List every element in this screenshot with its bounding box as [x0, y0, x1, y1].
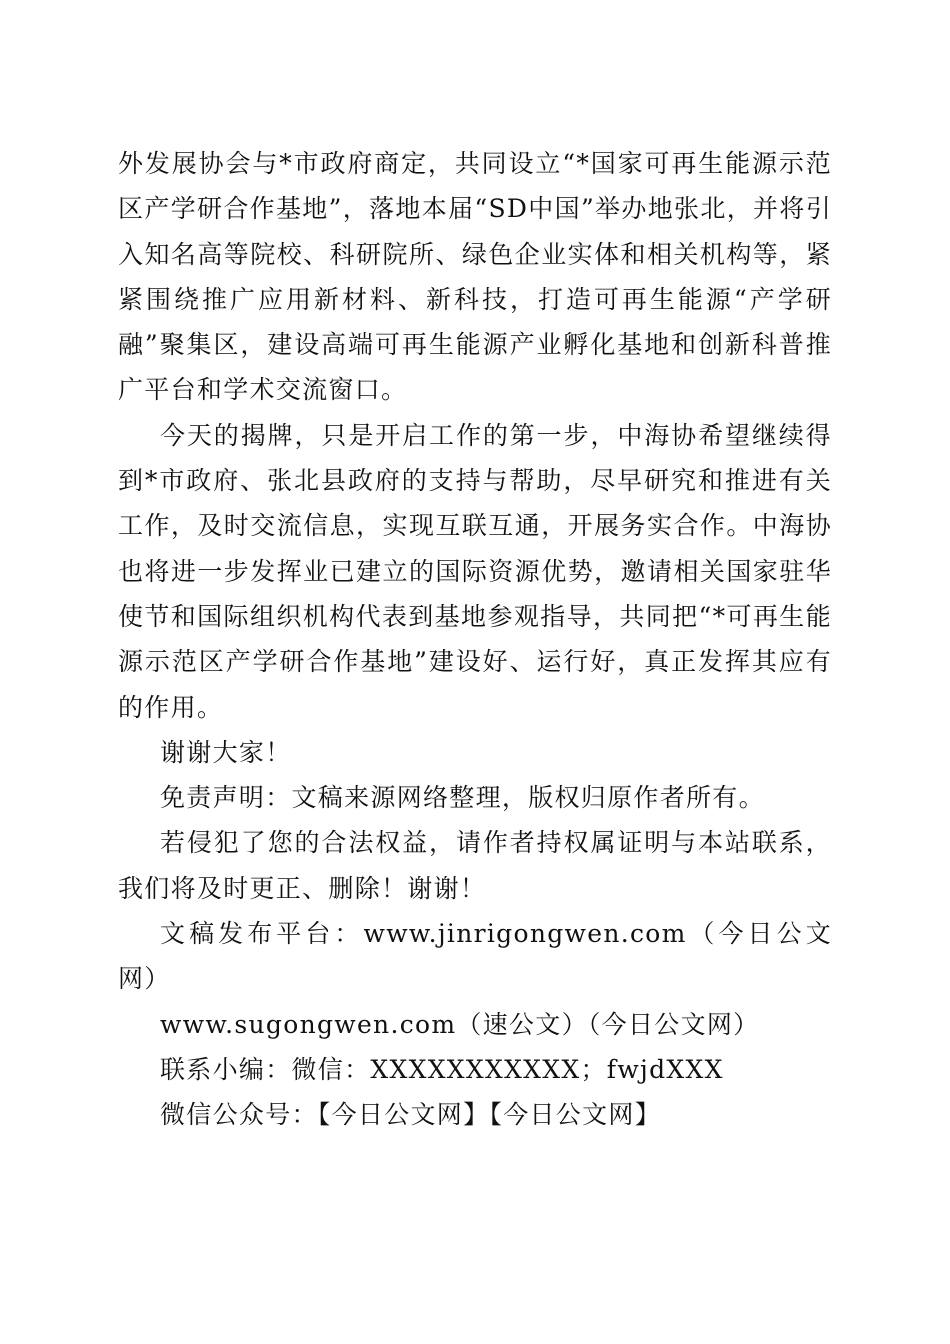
wechat-account-line: 微信公众号：【今日公文网】【今日公文网】: [160, 1100, 662, 1130]
publish-platform-line: 文稿发布平台：www.jinrigongwen.com（今日公文网）: [118, 919, 832, 994]
disclaimer-line: 免责声明：文稿来源网络整理，版权归原作者所有。: [160, 783, 765, 813]
secondary-site-line: www.sugongwen.com（速公文）（今日公文网）: [160, 1009, 760, 1039]
infringement-notice: 若侵犯了您的合法权益，请作者持权属证明与本站联系，我们将及时更正、删除！谢谢！: [118, 828, 832, 903]
body-paragraph-unveiling: 今天的揭牌，只是开启工作的第一步，中海协希望继续得到*市政府、张北县政府的支持与帮助，尽早研究和推进有关工作，及时交流信息，实现互联互通，开展务实合作。中海协也将进一步发挥业已建立的国际资源优势，邀请相关国家驻华使节和国际组织机构代表到基地参观指导，共同把“*可再生能源示范区产学研合作基地”建设好、运行好，真正发挥其应有的作用。: [118, 420, 832, 722]
body-paragraph-continued: 外发展协会与*市政府商定，共同设立“*国家可再生能源示范区产学研合作基地”，落地本届“SD中国”举办地张北，并将引入知名高等院校、科研院所、绿色企业实体和相关机构等，紧紧围绕推广应用新材料、新科技，打造可再生能源“产学研融”聚集区，建设高端可再生能源产业孵化基地和创新科普推广平台和学术交流窗口。: [118, 149, 832, 405]
document-page: [118, 141, 832, 1138]
closing-thanks: 谢谢大家！: [160, 737, 292, 767]
contact-line: 联系小编：微信：XXXXXXXXXXX；fwjdXXX: [160, 1054, 724, 1084]
